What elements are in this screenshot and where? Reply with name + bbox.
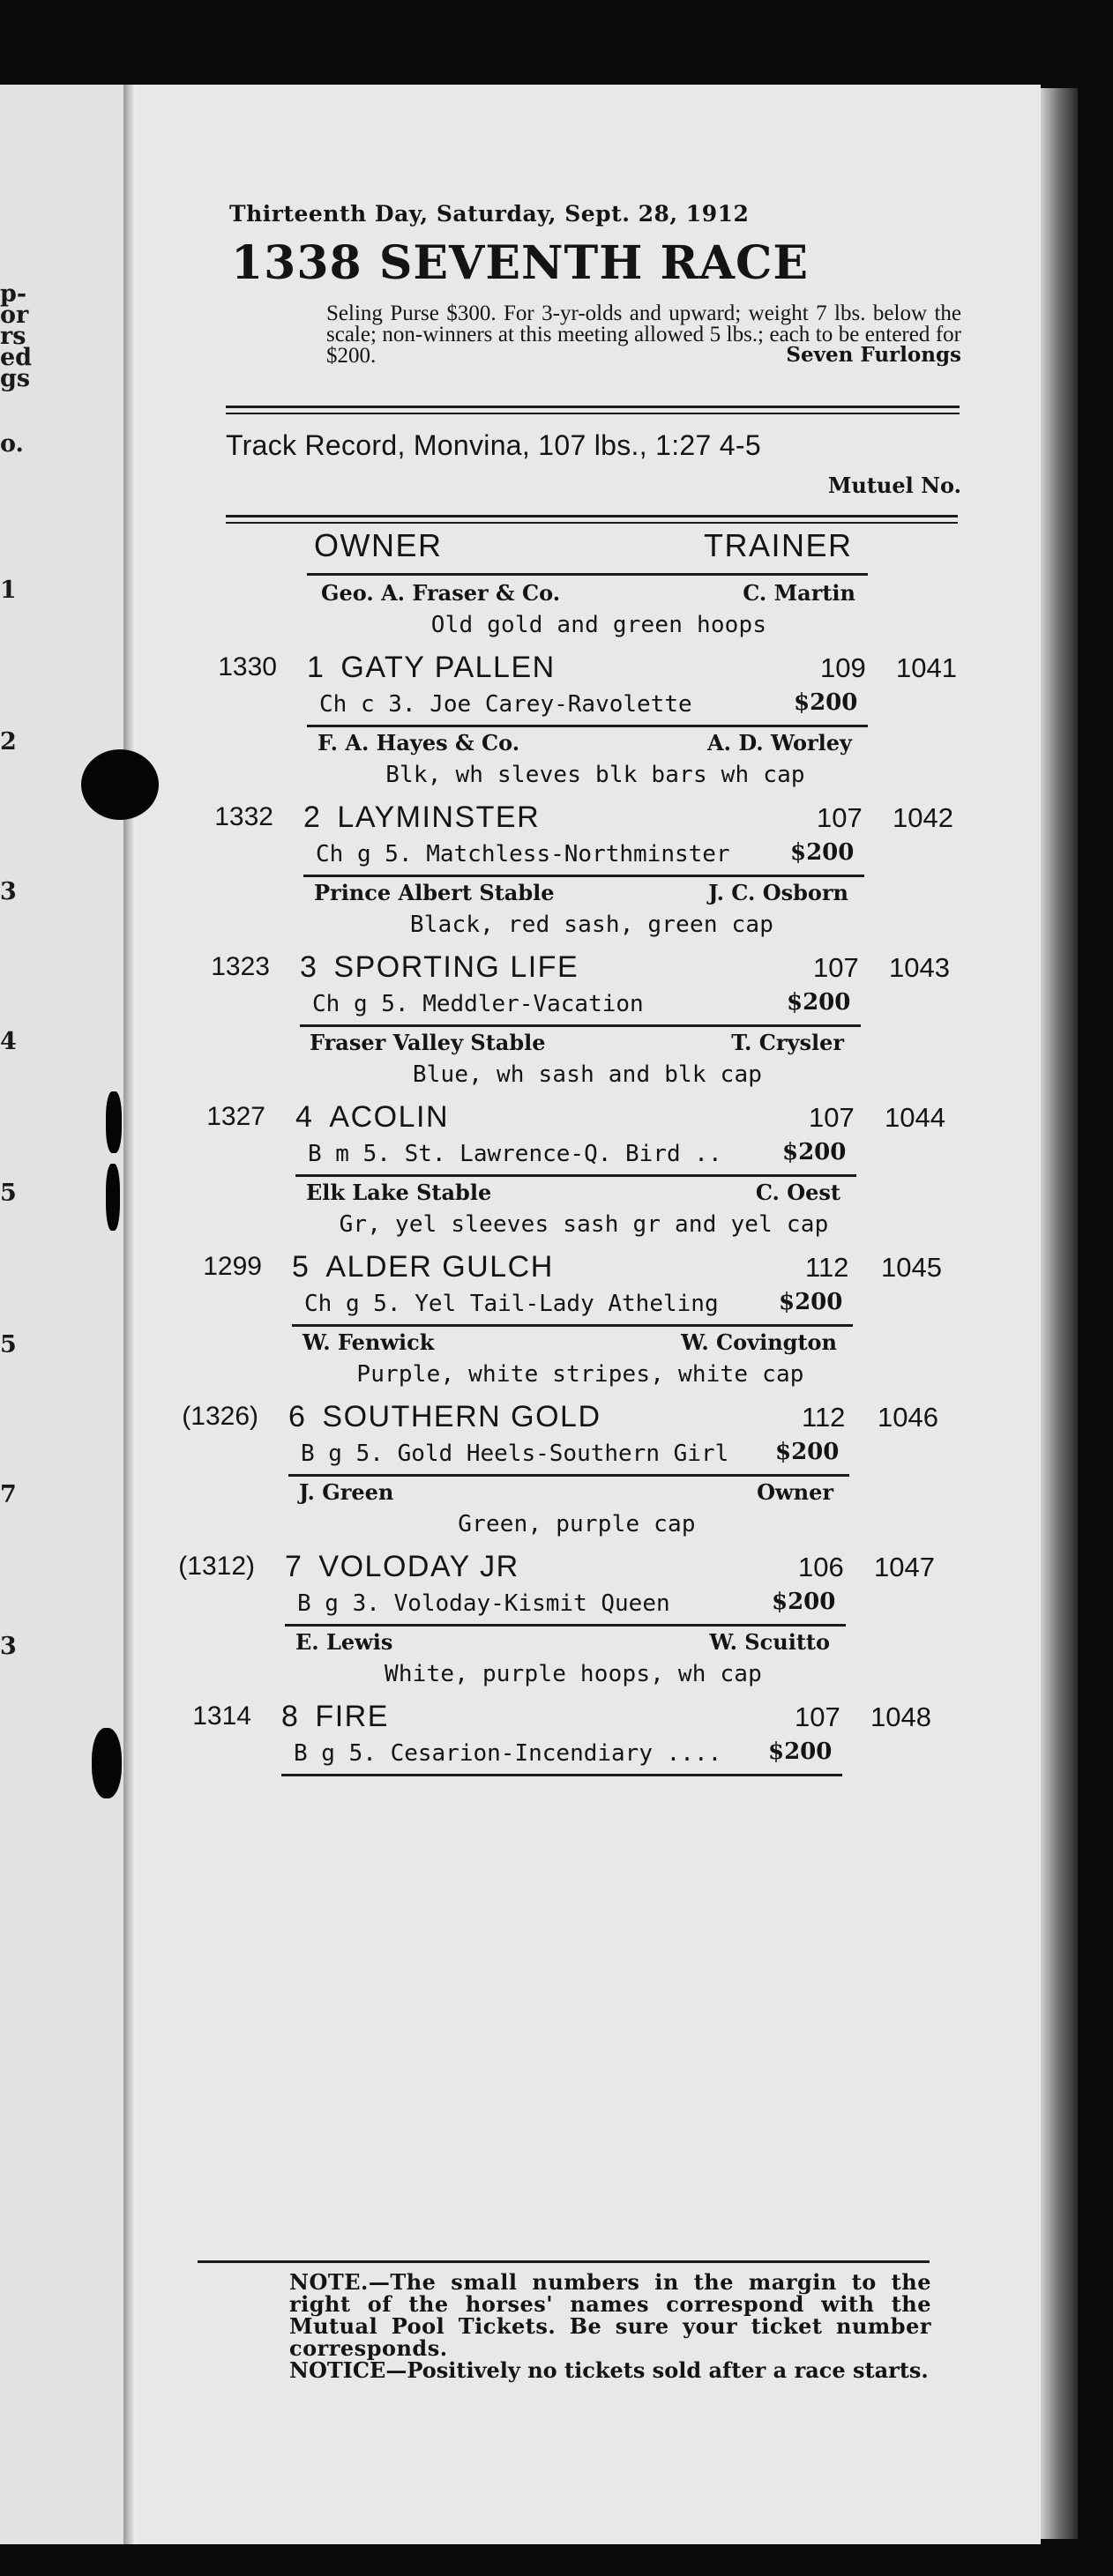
facing-page-text: 1 <box>0 577 17 604</box>
silks-description: Blk, wh sleves blk bars wh cap <box>385 762 805 788</box>
track-record: Track Record, Monvina, 107 lbs., 1:27 4-5 <box>226 429 761 461</box>
previous-race-number: (1326) <box>182 1402 258 1431</box>
horse-weight: 107 <box>817 802 863 833</box>
post-position: 4 <box>295 1100 314 1134</box>
horse-name <box>288 1400 601 1434</box>
horse-breeding: B g 3. Voloday-Kismit Queen <box>297 1590 670 1617</box>
previous-race-number: 1332 <box>214 802 273 831</box>
entry-divider <box>281 1774 842 1776</box>
horse-name <box>295 1100 449 1135</box>
previous-race-number: 1330 <box>218 652 277 681</box>
owner-name: Prince Albert Stable <box>314 880 555 905</box>
post-position: 3 <box>300 950 318 984</box>
silks-description: Black, red sash, green cap <box>409 912 774 938</box>
trainer-column-heading: TRAINER <box>704 527 853 563</box>
silks-description: Blue, wh sash and blk cap <box>412 1061 763 1088</box>
facing-page-text: 7 <box>0 1481 17 1508</box>
race-distance: Seven Furlongs <box>786 343 961 367</box>
mutuel-number: 1048 <box>870 1701 931 1732</box>
horse-weight: 109 <box>820 652 866 683</box>
trainer-name: C. Martin <box>743 580 855 606</box>
race-day-line: Thirteenth Day, Saturday, Sept. 28, 1912 <box>229 201 750 227</box>
race-conditions-text: Seling Purse $300. For 3-yr-olds and upward; weight 7 lbs. below the scale; non-winners at this meeting allowed 5 lbs.; each to be entered for $200. <box>326 302 961 368</box>
horse-breeding: Ch g 5. Meddler-Vacation <box>312 991 644 1017</box>
trainer-name: W. Covington <box>681 1329 837 1355</box>
horse-breeding: B g 5. Cesarion-Incendiary .... <box>294 1740 722 1767</box>
mutuel-heading: Mutuel No. <box>827 473 961 498</box>
horse-weight: 107 <box>813 952 859 983</box>
mutuel-number: 1045 <box>881 1252 942 1283</box>
entry-divider <box>295 1174 856 1177</box>
punch-hole <box>92 1728 122 1798</box>
claiming-price: $200 <box>768 1738 833 1765</box>
facing-page-text: p- <box>0 280 27 308</box>
trainer-name: J. C. Osborn <box>708 880 848 905</box>
previous-race-number: 1299 <box>203 1252 262 1281</box>
silks-description: Old gold and green hoops <box>430 612 767 638</box>
horse-name-text: VOLODAY JR <box>318 1550 519 1583</box>
facing-page-text: 3 <box>0 1633 17 1660</box>
horse-weight: 106 <box>798 1552 844 1582</box>
post-position: 6 <box>288 1400 307 1433</box>
mutuel-number: 1042 <box>893 802 953 833</box>
horse-name-text: GATY PALLEN <box>340 651 556 684</box>
mutuel-number: 1046 <box>878 1402 938 1433</box>
footnote-rule <box>198 2260 930 2263</box>
horse-breeding: Ch g 5. Yel Tail-Lady Atheling <box>304 1291 719 1317</box>
facing-page-text: ed <box>0 344 33 371</box>
horse-name-text: SOUTHERN GOLD <box>322 1400 601 1433</box>
note-text: NOTE.—The small numbers in the margin to the right of the horses' names correspond with the Mutual Pool Tickets. Be sure your ticket number corresponds. <box>289 2269 931 2361</box>
silks-description: Gr, yel sleeves sash gr and yel cap <box>339 1211 829 1238</box>
page-spine <box>123 85 136 2544</box>
table-top-rule <box>226 515 958 517</box>
horse-name-text: FIRE <box>315 1700 389 1733</box>
horse-name <box>292 1250 554 1284</box>
previous-race-number: 1314 <box>192 1701 251 1731</box>
trainer-name: W. Scuitto <box>709 1629 830 1655</box>
owner-column-heading: OWNER <box>314 527 443 563</box>
claiming-price: $200 <box>787 989 851 1016</box>
claiming-price: $200 <box>794 689 858 716</box>
notice-text: NOTICE—Positively no tickets sold after a race starts. <box>289 2357 929 2383</box>
horse-name <box>281 1700 389 1734</box>
previous-race-number: 1323 <box>211 952 270 981</box>
facing-page-text: 5 <box>0 1180 17 1207</box>
entry-divider <box>288 1474 849 1477</box>
horse-breeding: Ch g 5. Matchless-Northminster <box>316 841 730 867</box>
claiming-price: $200 <box>775 1439 840 1465</box>
claiming-price: $200 <box>782 1139 847 1165</box>
horse-name-text: LAYMINSTER <box>337 800 541 834</box>
facing-page-text: 3 <box>0 878 17 905</box>
horse-name <box>303 800 540 835</box>
owner-name: F. A. Hayes & Co. <box>317 730 520 756</box>
punch-hole <box>106 1091 122 1153</box>
header-rule <box>226 413 960 414</box>
post-position: 7 <box>285 1550 303 1583</box>
entry-divider <box>292 1324 853 1327</box>
post-position: 8 <box>281 1700 300 1733</box>
horse-name <box>285 1550 519 1584</box>
mutuel-number: 1041 <box>896 652 957 683</box>
mutuel-number: 1044 <box>885 1102 945 1133</box>
entry-divider <box>300 1024 861 1027</box>
footnotes <box>289 2271 931 2381</box>
horse-weight: 107 <box>795 1701 840 1732</box>
silks-description: White, purple hoops, wh cap <box>384 1661 763 1687</box>
silks-description: Green, purple cap <box>458 1511 696 1537</box>
silks-description: Purple, white stripes, white cap <box>356 1361 804 1388</box>
horse-name-text: ACOLIN <box>329 1100 450 1134</box>
facing-page-text: rs <box>0 323 26 350</box>
post-position: 1 <box>307 651 325 684</box>
entry-divider <box>303 875 864 877</box>
entry-divider <box>307 725 868 727</box>
facing-page-text: 2 <box>0 728 17 756</box>
horse-breeding: B g 5. Gold Heels-Southern Girl <box>301 1441 729 1467</box>
facing-page-text: gs <box>0 365 31 392</box>
horse-name <box>300 950 579 985</box>
trainer-name: T. Crysler <box>731 1030 844 1055</box>
facing-page-text: o. <box>0 430 24 458</box>
owner-name: Geo. A. Fraser & Co. <box>321 580 561 606</box>
facing-page-text: 4 <box>0 1028 17 1055</box>
horse-breeding: Ch c 3. Joe Carey-Ravolette <box>319 691 692 718</box>
horse-weight: 112 <box>805 1252 849 1283</box>
horse-breeding: B m 5. St. Lawrence-Q. Bird .. <box>308 1141 722 1167</box>
race-title: 1338 SEVENTH RACE <box>231 236 810 290</box>
claiming-price: $200 <box>790 839 855 866</box>
heading-rule <box>307 573 868 576</box>
entry-divider <box>285 1624 846 1627</box>
facing-page-text: or <box>0 302 29 329</box>
trainer-name: Owner <box>757 1479 833 1505</box>
race-conditions <box>326 303 961 367</box>
mutuel-number: 1043 <box>889 952 950 983</box>
previous-race-number: (1312) <box>178 1552 255 1581</box>
post-position: 5 <box>292 1250 310 1284</box>
claiming-price: $200 <box>779 1289 843 1315</box>
claiming-price: $200 <box>772 1589 836 1615</box>
horse-name-text: ALDER GULCH <box>325 1250 554 1284</box>
owner-name: W. Fenwick <box>303 1329 435 1355</box>
owner-name: E. Lewis <box>295 1629 393 1655</box>
horse-name <box>307 651 556 685</box>
trainer-name: C. Oest <box>755 1180 840 1205</box>
horse-weight: 107 <box>809 1102 855 1133</box>
header-rule <box>226 406 960 408</box>
facing-page-text: 5 <box>0 1331 17 1359</box>
horse-name-text: SPORTING LIFE <box>333 950 579 984</box>
page-edge-shadow <box>1041 88 1078 2539</box>
owner-name: Fraser Valley Stable <box>310 1030 546 1055</box>
horse-weight: 112 <box>802 1402 846 1433</box>
previous-race-number: 1327 <box>206 1102 265 1131</box>
owner-name: Elk Lake Stable <box>306 1180 492 1205</box>
post-position: 2 <box>303 800 322 834</box>
table-top-rule <box>226 522 958 524</box>
owner-name: J. Green <box>299 1479 394 1505</box>
mutuel-number: 1047 <box>874 1552 935 1582</box>
facing-page <box>0 85 131 2544</box>
trainer-name: A. D. Worley <box>707 730 852 756</box>
